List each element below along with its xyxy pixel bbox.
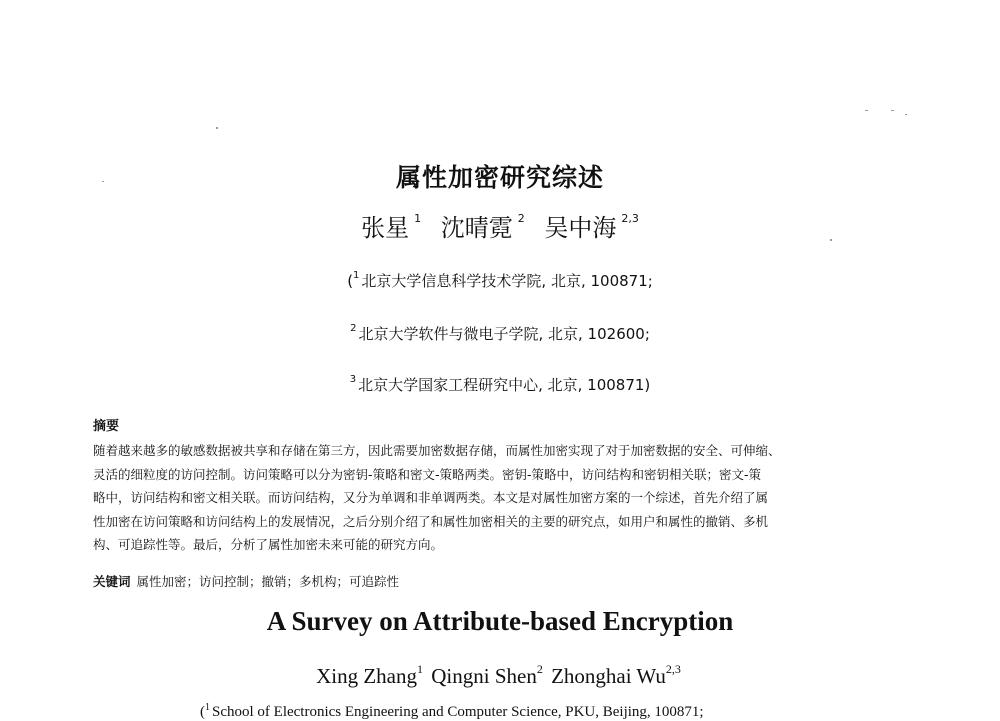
author-en xyxy=(316,664,426,688)
author-en xyxy=(551,664,684,688)
author-name: Xing Zhang xyxy=(316,664,417,688)
author-name: Qingni Shen xyxy=(431,664,537,688)
affil-text: 北京大学软件与微电子学院, 北京, 102600; xyxy=(358,325,650,343)
abstract-line: 灵活的细粒度的访问控制。访问策略可以分为密钥-策略和密文-策略两类。密钥-策略中，访问结构和密钥相关联；密文-策 xyxy=(93,466,762,482)
author-en xyxy=(431,664,546,688)
scan-speck xyxy=(216,127,218,129)
author-affil-mark: 2,3 xyxy=(621,212,639,225)
author-zh xyxy=(361,214,421,242)
author-name: Zhonghai Wu xyxy=(551,664,666,688)
abstract-line: 随着越来越多的敏感数据被共享和存储在第三方，因此需要加密数据存储，而属性加密实现了对于加密数据的安全、可伸缩、 xyxy=(93,443,781,458)
authors-en xyxy=(0,662,1000,689)
author-affil-mark: 2,3 xyxy=(665,662,681,676)
abstract-heading: 摘要 xyxy=(93,419,120,434)
author-zh xyxy=(544,214,639,242)
authors-zh xyxy=(0,208,1000,243)
abstract-line: 略中，访问结构和密文相关联。而访问结构，又分为单调和非单调两类。本文是对属性加密方案的一个综述，首先介绍了属 xyxy=(93,490,769,505)
affil-mark: 3 xyxy=(349,374,357,385)
scan-speck xyxy=(891,110,894,111)
author-name: 吴中海 xyxy=(544,214,617,242)
abstract-line: 构、可追踪性等。最后，分析了属性加密未来可能的研究方向。 xyxy=(93,537,444,552)
keywords-text: 属性加密；访问控制；撤销；多机构；可追踪性 xyxy=(136,574,400,589)
affil-text: School of Electronics Engineering and Computer Science, PKU, Beijing, 100871; xyxy=(212,704,704,720)
affil-mark: 1 xyxy=(353,270,360,281)
abstract-body xyxy=(93,439,907,557)
affil-mark: 2 xyxy=(350,323,357,334)
author-name: 张星 xyxy=(361,214,410,242)
abstract-line: 性加密在访问策略和访问结构上的发展情况，之后分别介绍了和属性加密相关的主要的研究点，如用户和属性的撤销、多机 xyxy=(93,513,769,529)
affil-text: 北京大学信息科学技术学院, 北京, 100871; xyxy=(361,272,653,290)
author-affil-mark: 2 xyxy=(517,212,525,225)
author-affil-mark: 2 xyxy=(536,662,543,676)
scan-speck xyxy=(865,110,868,111)
affiliation-zh-3 xyxy=(0,374,1000,395)
author-affil-mark: 1 xyxy=(416,662,423,676)
affiliation-zh-2 xyxy=(0,323,1000,344)
author-affil-mark: 1 xyxy=(414,212,422,225)
keywords xyxy=(93,572,399,590)
affiliation-zh-1 xyxy=(0,270,1000,291)
affil-prefix: ( xyxy=(200,704,205,720)
affil-text: 北京大学国家工程研究中心, 北京, 100871) xyxy=(358,376,651,394)
paper-title-zh: 属性加密研究综述 xyxy=(395,163,604,192)
keywords-label: 关键词 xyxy=(93,574,131,589)
paper-title-en: A Survey on Attribute-based Encryption xyxy=(266,606,734,636)
scan-speck xyxy=(905,114,907,115)
author-name: 沈晴霓 xyxy=(440,214,513,242)
affil-mark: 1 xyxy=(205,702,210,713)
affil-prefix: ( xyxy=(347,272,354,290)
author-zh xyxy=(441,214,525,242)
